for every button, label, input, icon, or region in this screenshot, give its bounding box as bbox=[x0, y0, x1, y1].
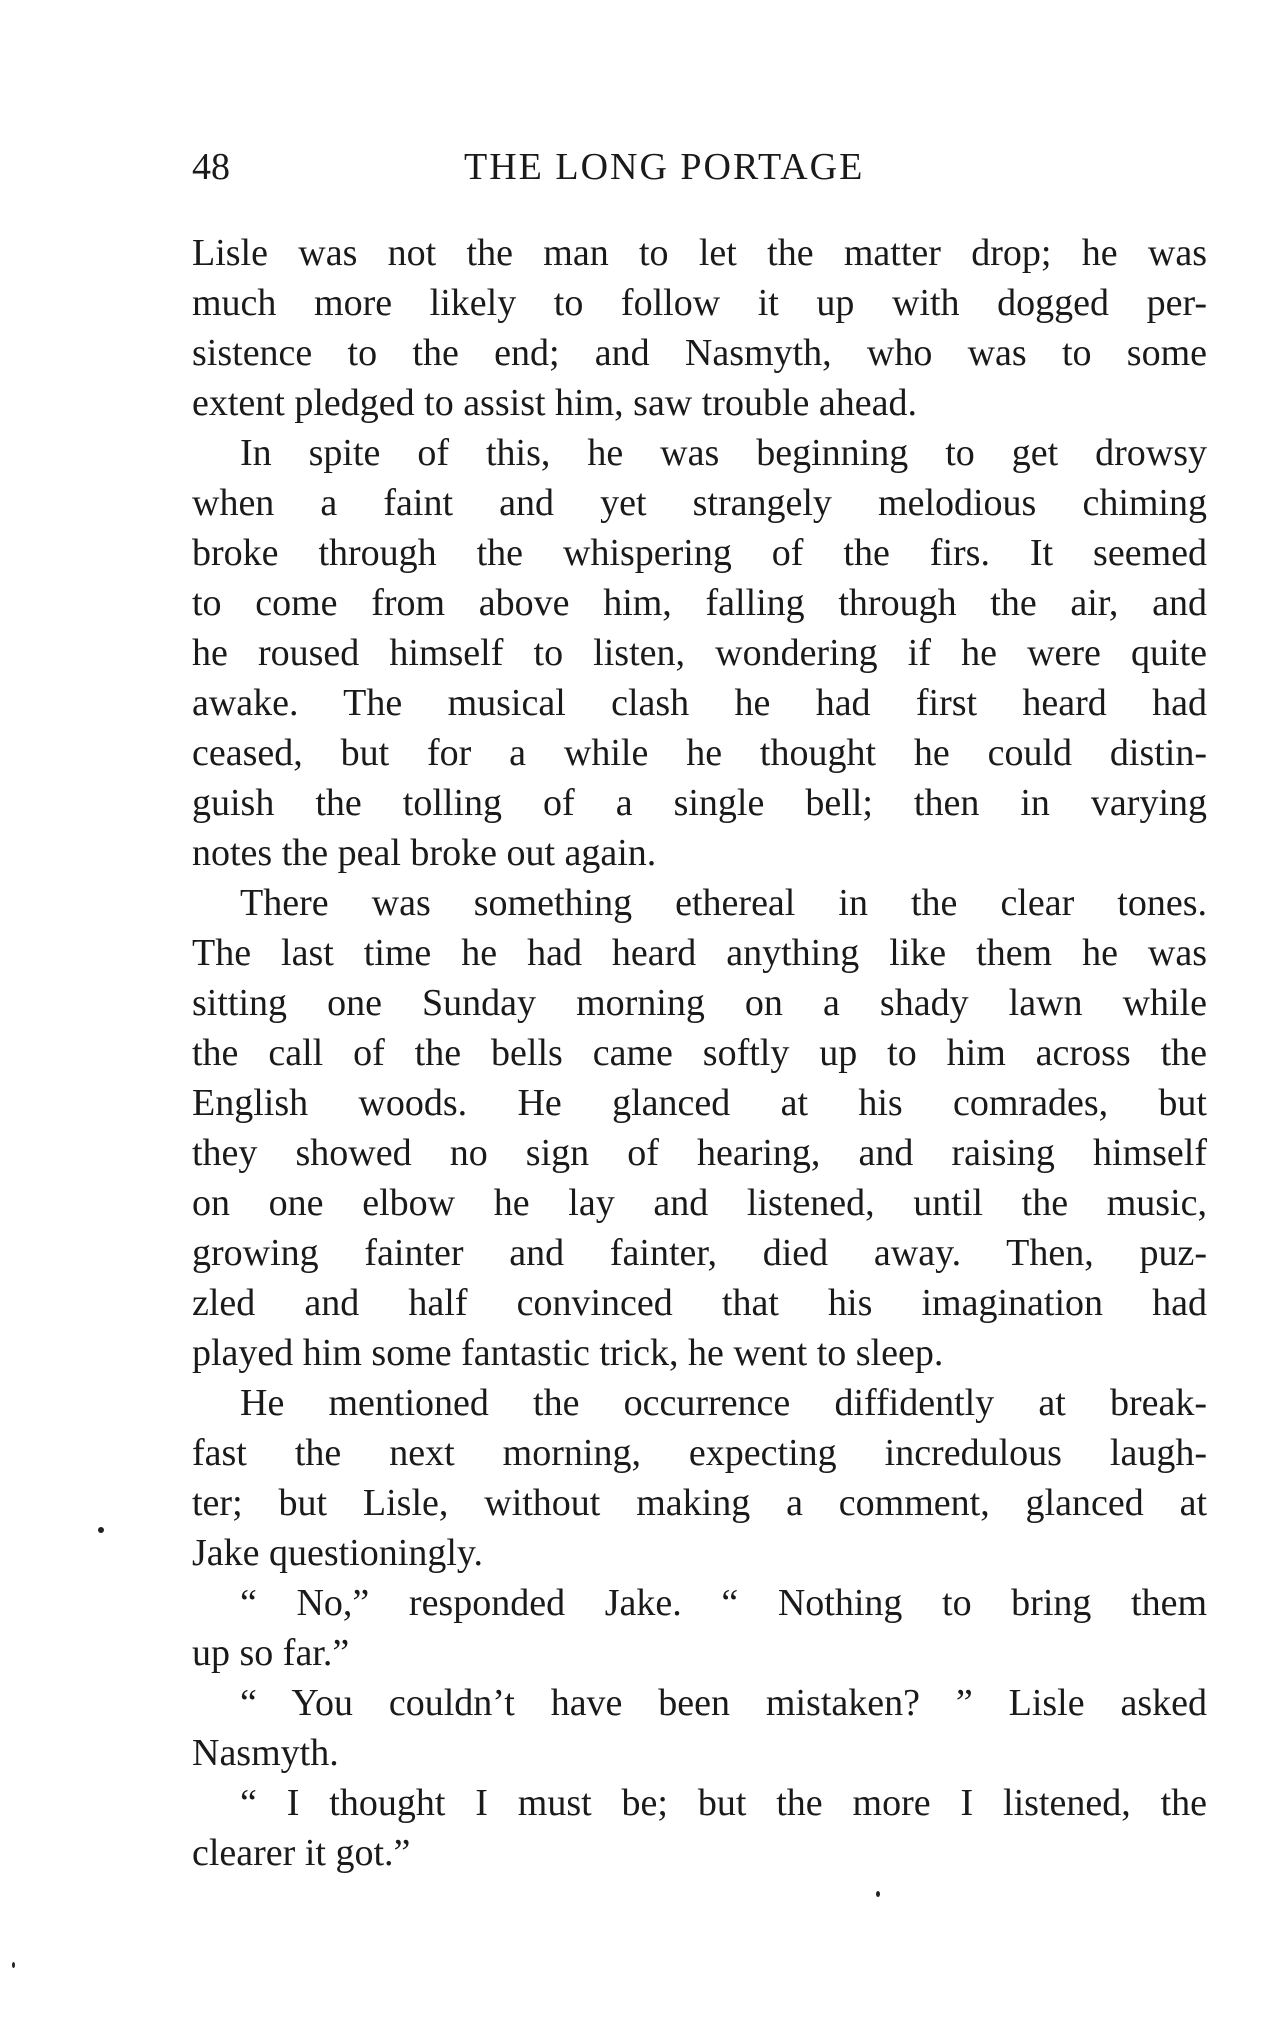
text-line: There was something ethereal in the clear tones. bbox=[240, 882, 1207, 924]
running-title: THE LONG PORTAGE bbox=[464, 146, 865, 188]
text-line: growing fainter and fainter, died away. Then, puz- bbox=[192, 1232, 1207, 1274]
text-line: “ No,” responded Jake. “ Nothing to bring them bbox=[240, 1582, 1207, 1624]
text-line: English woods. He glanced at his comrades, but bbox=[192, 1082, 1207, 1124]
text-line: clearer it got.” bbox=[192, 1832, 411, 1874]
text-line: Jake questioningly. bbox=[192, 1532, 483, 1574]
text-line: when a faint and yet strangely melodious chiming bbox=[192, 482, 1207, 524]
text-line: the call of the bells came softly up to him across the bbox=[192, 1032, 1207, 1074]
text-line: to come from above him, falling through the air, and bbox=[192, 582, 1207, 624]
text-line: fast the next morning, expecting incredulous laugh- bbox=[192, 1432, 1207, 1474]
text-line: “ I thought I must be; but the more I listened, the bbox=[240, 1782, 1207, 1824]
text-line: ter; but Lisle, without making a comment, glanced at bbox=[192, 1482, 1207, 1524]
page-header bbox=[192, 140, 1207, 194]
ink-speck bbox=[98, 1527, 104, 1533]
text-line: “ You couldn’t have been mistaken? ” Lisle asked bbox=[240, 1682, 1207, 1724]
text-line: He mentioned the occurrence diffidently at break- bbox=[240, 1382, 1207, 1424]
text-line: up so far.” bbox=[192, 1632, 350, 1674]
text-line: broke through the whispering of the firs. It seemed bbox=[192, 532, 1207, 574]
text-line: guish the tolling of a single bell; then in varying bbox=[192, 782, 1207, 824]
text-line: Nasmyth. bbox=[192, 1732, 339, 1774]
text-line: sitting one Sunday morning on a shady lawn while bbox=[192, 982, 1207, 1024]
text-line: on one elbow he lay and listened, until the music, bbox=[192, 1182, 1207, 1224]
text-line: awake. The musical clash he had first heard had bbox=[192, 682, 1207, 724]
text-line: zled and half convinced that his imagination had bbox=[192, 1282, 1207, 1324]
text-line: In spite of this, he was beginning to get drowsy bbox=[240, 432, 1207, 474]
text-line: notes the peal broke out again. bbox=[192, 832, 657, 874]
ink-speck bbox=[876, 1891, 880, 1897]
page-number: 48 bbox=[192, 146, 230, 188]
ink-speck bbox=[12, 1962, 15, 1968]
text-line: they showed no sign of hearing, and raising himself bbox=[192, 1132, 1207, 1174]
body-text bbox=[192, 228, 1207, 1878]
text-line: The last time he had heard anything like them he was bbox=[192, 932, 1207, 974]
text-line: much more likely to follow it up with dogged per- bbox=[192, 282, 1207, 324]
text-line: ceased, but for a while he thought he could distin- bbox=[192, 732, 1207, 774]
text-line: played him some fantastic trick, he went to sleep. bbox=[192, 1332, 944, 1374]
text-line: he roused himself to listen, wondering if he were quite bbox=[192, 632, 1207, 674]
text-line: extent pledged to assist him, saw trouble ahead. bbox=[192, 382, 917, 424]
text-line: sistence to the end; and Nasmyth, who was to some bbox=[192, 332, 1207, 374]
text-line: Lisle was not the man to let the matter drop; he was bbox=[192, 232, 1207, 274]
